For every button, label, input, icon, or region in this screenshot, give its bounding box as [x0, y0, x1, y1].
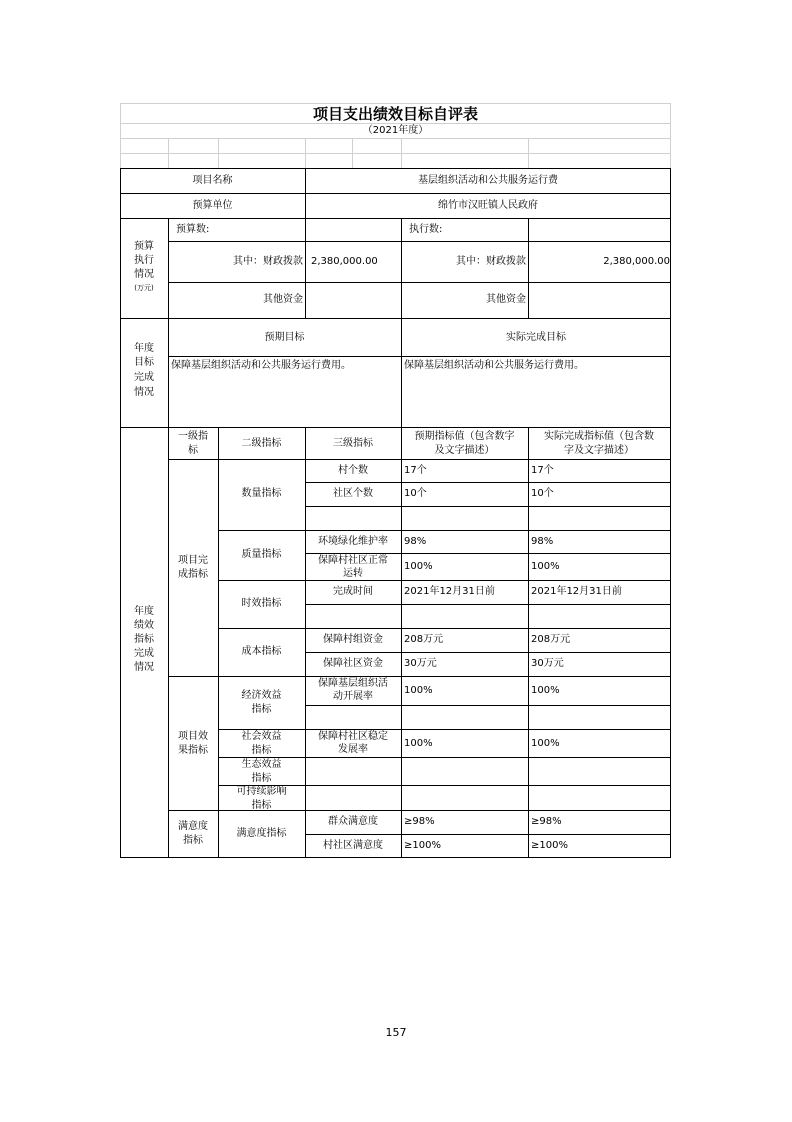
fiscal-label-budget: 其中：财政拨款	[233, 256, 303, 267]
row-activity-rate-l3-2: 动开展率	[333, 691, 373, 702]
l2-economic-1: 经济效益	[241, 690, 282, 701]
other-funds-label-budget: 其他资金	[263, 294, 303, 305]
project-name-label: 项目名称	[192, 175, 233, 186]
l2-social-1: 社会效益	[241, 731, 282, 742]
header-level2: 二级指标	[241, 438, 282, 449]
report-year: （2021年度）	[362, 125, 429, 136]
budget-section-label-3: 情况	[134, 269, 154, 280]
goal-label-4: 情况	[134, 387, 154, 398]
header-level1-2: 标	[188, 445, 198, 456]
row-village-fund-l3: 保障村组资金	[323, 634, 383, 645]
row-public-satisfaction-expected: ≥98%	[404, 816, 435, 827]
group1-label-1: 项目完	[178, 555, 208, 566]
goal-label-1: 年度	[134, 343, 154, 354]
budget-unit: 绵竹市汉旺镇人民政府	[438, 200, 538, 211]
page-number: 157	[385, 1026, 407, 1039]
row-village-count-l3: 村个数	[338, 465, 368, 476]
fiscal-label-exec: 其中：财政拨款	[456, 256, 526, 267]
header-expected-1: 预期指标值（包含数字	[414, 431, 515, 442]
row-village-satisfaction-l3: 村社区满意度	[323, 840, 383, 851]
perf-label-4: 完成	[134, 648, 154, 659]
row-operation-actual: 100%	[531, 561, 560, 572]
group1-label-2: 成指标	[178, 569, 208, 580]
row-community-fund-expected: 30万元	[404, 658, 437, 669]
budget-section-unit: (万元)	[134, 284, 154, 292]
fiscal-exec-value: 2,380,000.00	[603, 256, 670, 267]
group2-label-1: 项目效	[178, 731, 208, 742]
row-greening-expected: 98%	[404, 536, 427, 547]
expected-goal-text: 保障基层组织活动和公共服务运行费用。	[171, 360, 351, 371]
header-level3: 三级指标	[333, 438, 373, 449]
l2-satisfaction: 满意度指标	[236, 828, 287, 839]
row-deadline-actual: 2021年12月31日前	[531, 586, 622, 597]
l2-eco-2: 指标	[251, 773, 272, 784]
row-greening-l3: 环境绿化维护率	[318, 536, 388, 547]
row-community-fund-actual: 30万元	[531, 658, 564, 669]
header-actual-1: 实际完成指标值（包含数	[544, 431, 654, 442]
actual-goal-text: 保障基层组织活动和公共服务运行费用。	[404, 360, 584, 371]
l2-economic-2: 指标	[251, 704, 272, 715]
row-stable-dev-l3-2: 发展率	[338, 744, 368, 755]
fiscal-budget-value: 2,380,000.00	[311, 256, 378, 267]
row-activity-rate-l3-1: 保障基层组织活	[318, 678, 388, 689]
row-village-fund-actual: 208万元	[531, 634, 571, 645]
row-village-count-actual: 17个	[531, 465, 554, 476]
row-stable-dev-expected: 100%	[404, 738, 433, 749]
expected-goal-header: 预期目标	[264, 332, 305, 343]
l2-sustain-1: 可持续影响	[236, 786, 287, 797]
goal-label-2: 目标	[134, 357, 154, 368]
budget-section-label-2: 执行	[134, 255, 154, 266]
l2-cost: 成本指标	[241, 646, 282, 657]
row-deadline-l3: 完成时间	[333, 586, 373, 597]
row-public-satisfaction-actual: ≥98%	[531, 816, 562, 827]
row-community-fund-l3: 保障社区资金	[323, 658, 383, 669]
group2-label-2: 果指标	[178, 745, 208, 756]
row-greening-actual: 98%	[531, 536, 554, 547]
row-operation-l3-1: 保障村社区正常	[318, 555, 388, 566]
header-actual-2: 字及文字描述）	[564, 445, 634, 456]
budget-unit-label: 预算单位	[192, 200, 233, 211]
row-activity-rate-expected: 100%	[404, 685, 433, 696]
row-operation-expected: 100%	[404, 561, 433, 572]
budget-section-label-1: 预算	[134, 241, 154, 252]
l2-timeliness: 时效指标	[241, 598, 282, 609]
perf-label-1: 年度	[134, 606, 154, 617]
header-expected-2: 及文字描述）	[434, 445, 495, 456]
group3-label-1: 满意度	[178, 821, 208, 832]
row-operation-l3-2: 运转	[343, 568, 363, 579]
project-name: 基层组织活动和公共服务运行费	[418, 175, 558, 186]
row-community-count-expected: 10个	[404, 488, 427, 499]
perf-label-2: 绩效	[134, 620, 154, 631]
perf-label-5: 情况	[134, 662, 154, 673]
row-community-count-l3: 社区个数	[333, 488, 373, 499]
row-public-satisfaction-l3: 群众满意度	[328, 816, 378, 827]
row-deadline-expected: 2021年12月31日前	[404, 586, 495, 597]
l2-social-2: 指标	[251, 745, 272, 756]
row-village-satisfaction-actual: ≥100%	[531, 840, 568, 851]
l2-quantity: 数量指标	[241, 488, 282, 499]
row-village-fund-expected: 208万元	[404, 634, 444, 645]
row-village-count-expected: 17个	[404, 465, 427, 476]
row-community-count-actual: 10个	[531, 488, 554, 499]
perf-label-3: 指标	[134, 634, 154, 645]
row-activity-rate-actual: 100%	[531, 685, 560, 696]
l2-eco-1: 生态效益	[241, 759, 282, 770]
group3-label-2: 指标	[183, 835, 203, 846]
exec-amount-label: 执行数:	[409, 224, 443, 235]
header-level1-1: 一级指	[178, 431, 208, 442]
row-stable-dev-l3-1: 保障村社区稳定	[318, 731, 388, 742]
l2-quality: 质量指标	[241, 549, 282, 560]
other-funds-label-exec: 其他资金	[486, 294, 526, 305]
budget-amount-label: 预算数:	[176, 224, 210, 235]
page-title: 项目支出绩效目标自评表	[312, 105, 478, 123]
actual-goal-header: 实际完成目标	[506, 332, 566, 343]
row-stable-dev-actual: 100%	[531, 738, 560, 749]
row-village-satisfaction-expected: ≥100%	[404, 840, 441, 851]
l2-sustain-2: 指标	[251, 800, 272, 811]
goal-label-3: 完成	[134, 372, 154, 383]
